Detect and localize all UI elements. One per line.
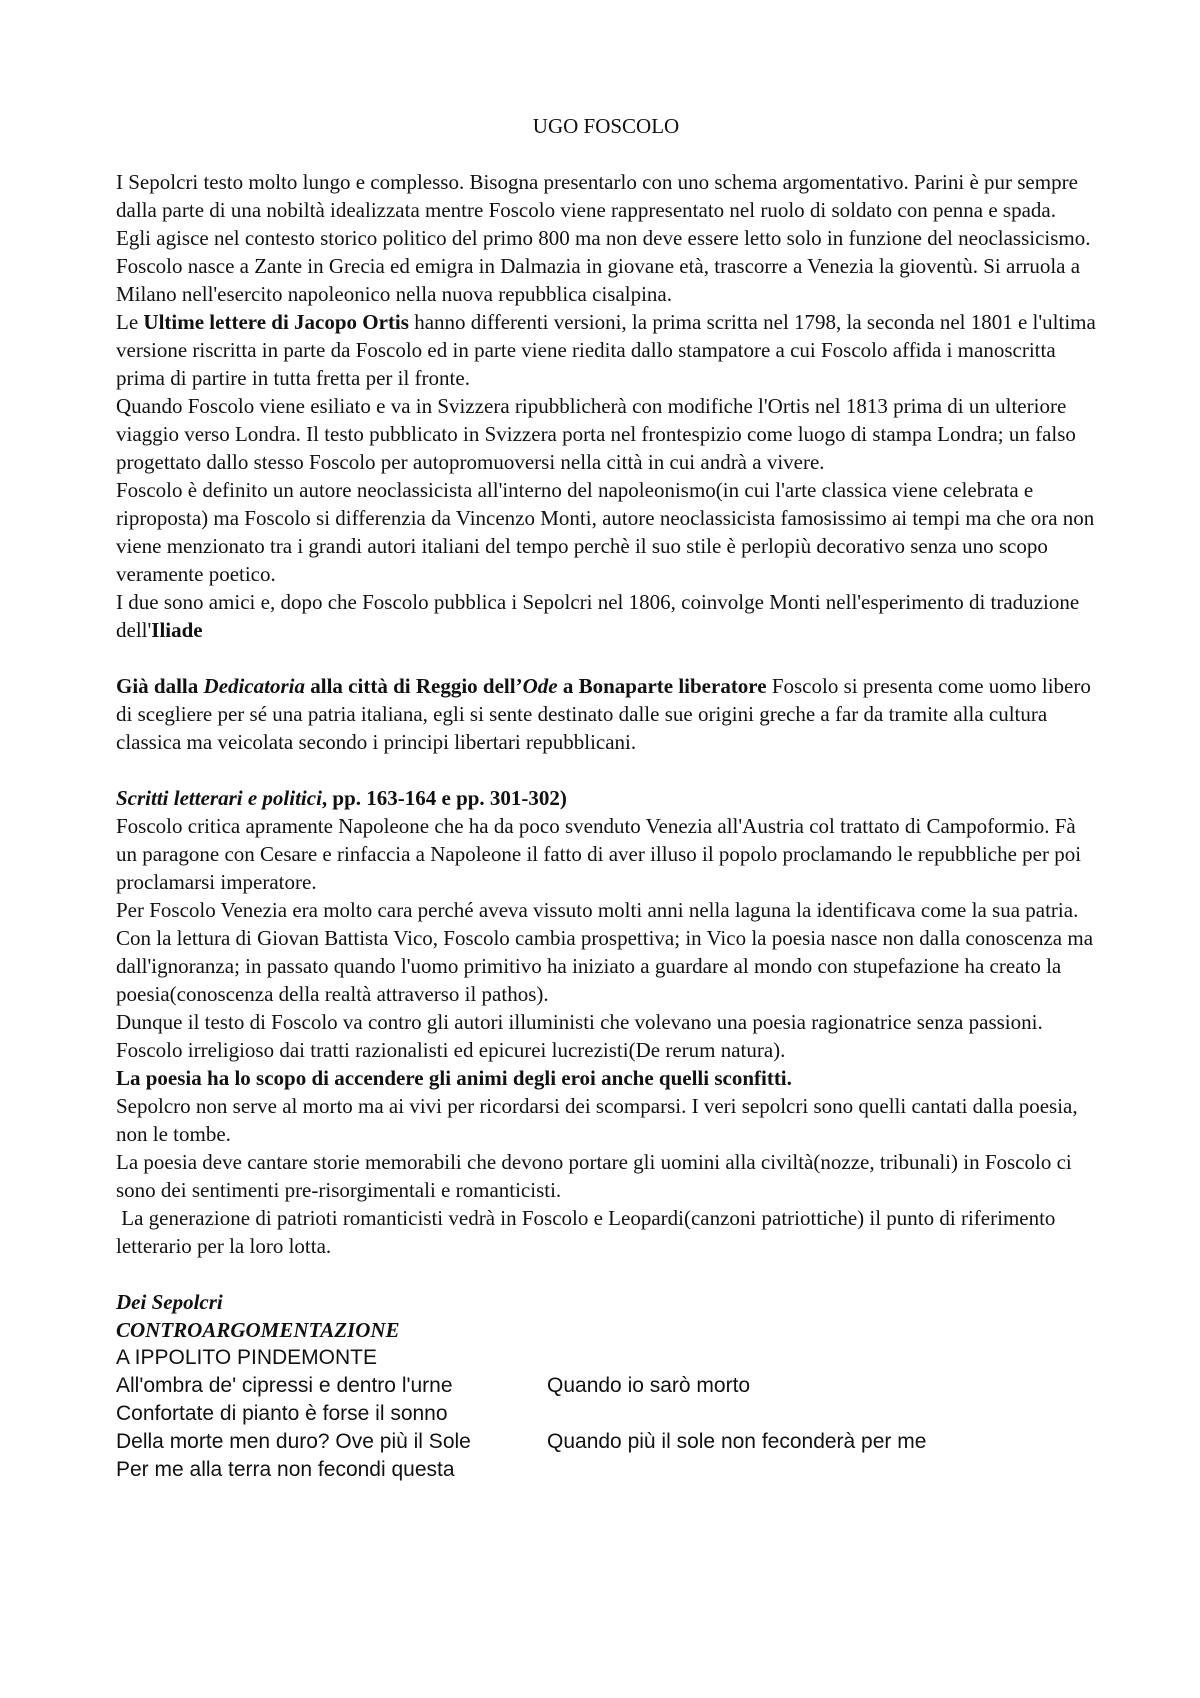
scritti-heading xyxy=(116,784,1096,812)
dedicatoria-mid: alla città di Reggio dell’ xyxy=(305,674,523,698)
poem-paraphrase xyxy=(547,1456,1096,1484)
vico-paragraph: Con la lettura di Giovan Battista Vico, Foscolo cambia prospettiva; in Vico la poesia nasce non dalla conoscenza ma dall'ignoranza; in passato quando l'uomo primitivo ha iniziato a guardare al mondo con stupefazione ha creato la poesia(conoscenza della realtà attraverso il pathos). xyxy=(116,926,1094,1006)
poem-verse: Della morte men duro? Ove più il Sole xyxy=(116,1430,471,1453)
ortis-pre: Le xyxy=(116,310,144,334)
poem-paraphrase xyxy=(547,1400,1096,1428)
patrioti-paragraph: La generazione di patrioti romanticisti vedrà in Foscolo e Leopardi(canzoni patriottiche) il punto di riferimento letterario per la loro lotta. xyxy=(116,1206,1061,1258)
ortis-post: hanno differenti versioni, la prima scritta nel 1798, la seconda nel 1801 e l'ultima versione riscritta in parte da Foscolo ed in parte viene riedita dallo stampatore a cui Foscolo affida i manoscritta prima di partire in tutta fretta per il fronte. xyxy=(116,310,1096,390)
dedicatoria-body: Foscolo si presenta come uomo libero di scegliere per sé una patria italiana, egli si sente destinato dalle sue origini greche a far da tramite alla cultura classica ma veicolata secondo i principi libertari repubblicani. xyxy=(116,674,1091,754)
ode-title: Ode xyxy=(522,674,558,698)
poem-row xyxy=(116,1428,1096,1456)
poem-row xyxy=(116,1400,1096,1428)
scritti-pages: , pp. 163-164 e pp. 301-302) xyxy=(321,786,567,810)
spacer xyxy=(116,1260,1096,1288)
sepolcro-paragraph: Sepolcro non serve al morto ma ai vivi per ricordarsi dei scomparsi. I veri sepolcri sono quelli cantati dalla poesia, non le tombe. xyxy=(116,1094,1078,1146)
bonaparte-title: a Bonaparte liberatore xyxy=(557,674,767,698)
poem-row xyxy=(116,1456,1096,1484)
document-body xyxy=(116,112,1096,1484)
poem-verse: Confortate di pianto è forse il sonno xyxy=(116,1402,448,1425)
neoclassic-paragraph: Foscolo è definito un autore neoclassicista all'interno del napoleonismo(in cui l'arte classica viene celebrata e riproposta) ma Foscolo si differenzia da Vincenzo Monti, autore neoclassicista famosissimo ai tempi ma che ora non viene menzionato tra i grandi autori italiani del tempo perchè il suo stile è perlopiù decorativo senza uno scopo veramente poetico. xyxy=(116,478,1095,586)
intro-paragraph: I Sepolcri testo molto lungo e complesso. Bisogna presentarlo con uno schema argomentativo. Parini è pur sempre dalla parte di una nobiltà idealizzata mentre Foscolo viene rappresentato nel ruolo di soldato con penna e spada. Egli agisce nel contesto storico politico del primo 800 ma non deve essere letto solo in funzione del neoclassicismo. Foscolo nasce a Zante in Grecia ed emigra in Dalmazia in giovane età, trascorre a Venezia la gioventù. Si arruola a Milano nell'esercito napoleonico nella nuova repubblica cisalpina. xyxy=(116,170,1091,306)
dedicatoria-lead: Già dalla xyxy=(116,674,204,698)
poem-paraphrase: Quando più il sole non feconderà per me xyxy=(547,1430,927,1453)
poem-verse: Per me alla terra non fecondi questa xyxy=(116,1458,455,1481)
ortis-title: Ultime lettere di Jacopo Ortis xyxy=(143,310,409,334)
spacer xyxy=(116,644,1096,672)
civilta-paragraph: La poesia deve cantare storie memorabili che devono portare gli uomini alla civiltà(nozze, tribunali) in Foscolo ci sono dei sentimenti pre-risorgimentali e romanticisti. xyxy=(116,1150,1072,1202)
illuministi-paragraph: Dunque il testo di Foscolo va contro gli autori illuministi che volevano una poesia ragionatrice senza passioni. Foscolo irreligioso dai tratti razionalisti ed epicurei lucrezisti(De rerum natura). xyxy=(116,1010,1043,1062)
poem-row xyxy=(116,1372,1096,1400)
controargomentazione-heading: CONTROARGOMENTAZIONE xyxy=(116,1318,400,1342)
poem-heading: A IPPOLITO PINDEMONTE xyxy=(116,1346,378,1369)
poesia-scopo-line: La poesia ha lo scopo di accendere gli animi degli eroi anche quelli sconfitti. xyxy=(116,1066,792,1090)
poem-paraphrase: Quando io sarò morto xyxy=(547,1374,751,1397)
iliade-title: Iliade xyxy=(151,618,203,642)
page-title: UGO FOSCOLO xyxy=(532,114,680,138)
venezia-paragraph: Per Foscolo Venezia era molto cara perché aveva vissuto molti anni nella laguna la identificava come la sua patria. xyxy=(116,898,1079,922)
iliade-paragraph xyxy=(116,588,1096,644)
spacer xyxy=(116,756,1096,784)
dedicatoria-title: Dedicatoria xyxy=(203,674,306,698)
iliade-pre: I due sono amici e, dopo che Foscolo pubblica i Sepolcri nel 1806, coinvolge Monti nell'esperimento di traduzione dell' xyxy=(116,590,1080,642)
poem-verse: All'ombra de' cipressi e dentro l'urne xyxy=(116,1374,453,1397)
ortis-paragraph xyxy=(116,308,1096,392)
dei-sepolcri-heading: Dei Sepolcri xyxy=(116,1290,223,1314)
exile-paragraph: Quando Foscolo viene esiliato e va in Svizzera ripubblicherà con modifiche l'Ortis nel 1813 prima di un ulteriore viaggio verso Londra. Il testo pubblicato in Svizzera porta nel frontespizio come luogo di stampa Londra; un falso progettato dallo stesso Foscolo per autopromuoversi nella città in cui andrà a vivere. xyxy=(116,394,1076,474)
scritti-title: Scritti letterari e politici xyxy=(116,786,322,810)
dedicatoria-paragraph xyxy=(116,672,1096,756)
napoleone-paragraph: Foscolo critica apramente Napoleone che ha da poco svenduto Venezia all'Austria col trattato di Campoformio. Fà un paragone con Cesare e rinfaccia a Napoleone il fatto di aver illuso il popolo proclamando le repubbliche per poi proclamarsi imperatore. xyxy=(116,814,1082,894)
poem-block xyxy=(116,1344,1096,1484)
